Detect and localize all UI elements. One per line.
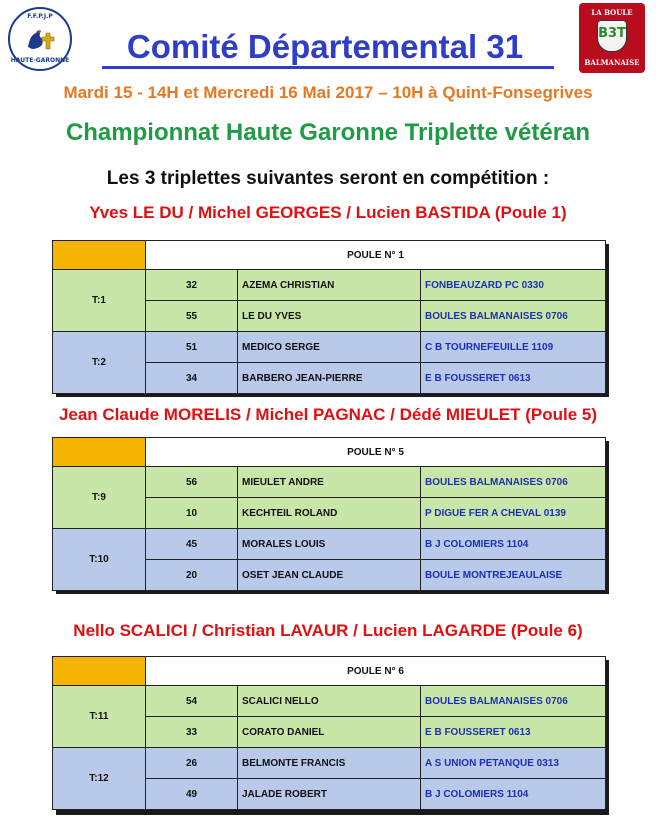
player-name: MORALES LOUIS: [238, 529, 421, 560]
championship-title: Championnat Haute Garonne Triplette vétéran: [65, 119, 591, 146]
logo-right-bottom-text: BALMANAISE: [584, 58, 640, 67]
logo-right-top-text: LA BOULE: [591, 8, 633, 17]
team-line-poule-6: Nello SCALICI / Christian LAVAUR / Lucien LAGARDE (Poule 6): [73, 621, 583, 640]
table-row: [53, 332, 606, 363]
player-number: 49: [146, 779, 238, 810]
poule-title: POULE N° 6: [146, 657, 606, 686]
corner-cell: [53, 241, 146, 270]
corner-cell: [53, 438, 146, 467]
poule-title: POULE N° 1: [146, 241, 606, 270]
player-club: E B FOUSSERET 0613: [421, 717, 606, 748]
player-number: 32: [146, 270, 238, 301]
table-number-cell: T:2: [53, 332, 146, 394]
player-club: P DIGUE FER A CHEVAL 0139: [421, 498, 606, 529]
player-number: 34: [146, 363, 238, 394]
table-number-cell: T:1: [53, 270, 146, 332]
player-number: 51: [146, 332, 238, 363]
player-number: 56: [146, 467, 238, 498]
poule-1-table: [52, 240, 606, 394]
table-header-row: [53, 241, 606, 270]
player-club: BOULES BALMANAISES 0706: [421, 301, 606, 332]
poule-5-table-block: [52, 437, 606, 591]
table-row: [53, 529, 606, 560]
poule-6-table: [52, 656, 606, 810]
player-name: LE DU YVES: [238, 301, 421, 332]
rooster-cross-emblem-icon: [24, 25, 56, 55]
player-name: KECHTEIL ROLAND: [238, 498, 421, 529]
poule-6-table-block: [52, 656, 606, 810]
player-name: JALADE ROBERT: [238, 779, 421, 810]
player-number: 10: [146, 498, 238, 529]
table-header-row: [53, 657, 606, 686]
player-name: BELMONTE FRANCIS: [238, 748, 421, 779]
competition-subtitle: Les 3 triplettes suivantes seront en compétition :: [106, 168, 550, 189]
player-club: B J COLOMIERS 1104: [421, 779, 606, 810]
player-club: B J COLOMIERS 1104: [421, 529, 606, 560]
player-number: 55: [146, 301, 238, 332]
team-line-poule-1: Yves LE DU / Michel GEORGES / Lucien BASTIDA (Poule 1): [89, 203, 567, 222]
table-row: [53, 748, 606, 779]
logo-top-text: F.F.P.J.P: [27, 13, 53, 20]
poule-1-table-block: [52, 240, 606, 394]
player-name: SCALICI NELLO: [238, 686, 421, 717]
team-line-poule-5: Jean Claude MORELIS / Michel PAGNAC / Dédé MIEULET (Poule 5): [58, 405, 598, 424]
logo-right-mark: B3T: [598, 26, 626, 41]
player-name: MEDICO SERGE: [238, 332, 421, 363]
table-number-cell: T:11: [53, 686, 146, 748]
player-name: CORATO DANIEL: [238, 717, 421, 748]
poule-5-table: [52, 437, 606, 591]
player-club: C B TOURNEFEUILLE 1109: [421, 332, 606, 363]
player-number: 33: [146, 717, 238, 748]
player-name: MIEULET ANDRE: [238, 467, 421, 498]
table-number-cell: T:9: [53, 467, 146, 529]
table-number-cell: T:12: [53, 748, 146, 810]
shield-icon: [597, 20, 627, 52]
player-club: FONBEAUZARD PC 0330: [421, 270, 606, 301]
player-club: BOULE MONTREJEAULAISE: [421, 560, 606, 591]
table-row: [53, 467, 606, 498]
player-club: BOULES BALMANAISES 0706: [421, 467, 606, 498]
player-number: 45: [146, 529, 238, 560]
player-name: AZEMA CHRISTIAN: [238, 270, 421, 301]
corner-cell: [53, 657, 146, 686]
ffpjp-logo: [8, 7, 72, 71]
player-number: 54: [146, 686, 238, 717]
logo-bottom-text: HAUTE-GARONNE: [10, 57, 70, 64]
date-line: Mardi 15 - 14H et Mercredi 16 Mai 2017 – 10H à Quint-Fonsegrives: [63, 83, 593, 102]
player-name: BARBERO JEAN-PIERRE: [238, 363, 421, 394]
player-number: 20: [146, 560, 238, 591]
page-title: Comité Départemental 31: [126, 28, 524, 65]
table-number-cell: T:10: [53, 529, 146, 591]
player-club: BOULES BALMANAISES 0706: [421, 686, 606, 717]
table-row: [53, 686, 606, 717]
table-header-row: [53, 438, 606, 467]
boule-balmanaise-logo: [579, 3, 645, 73]
player-number: 26: [146, 748, 238, 779]
player-club: E B FOUSSERET 0613: [421, 363, 606, 394]
player-club: A S UNION PETANQUE 0313: [421, 748, 606, 779]
table-row: [53, 270, 606, 301]
title-underline: [102, 66, 554, 69]
poule-title: POULE N° 5: [146, 438, 606, 467]
player-name: OSET JEAN CLAUDE: [238, 560, 421, 591]
